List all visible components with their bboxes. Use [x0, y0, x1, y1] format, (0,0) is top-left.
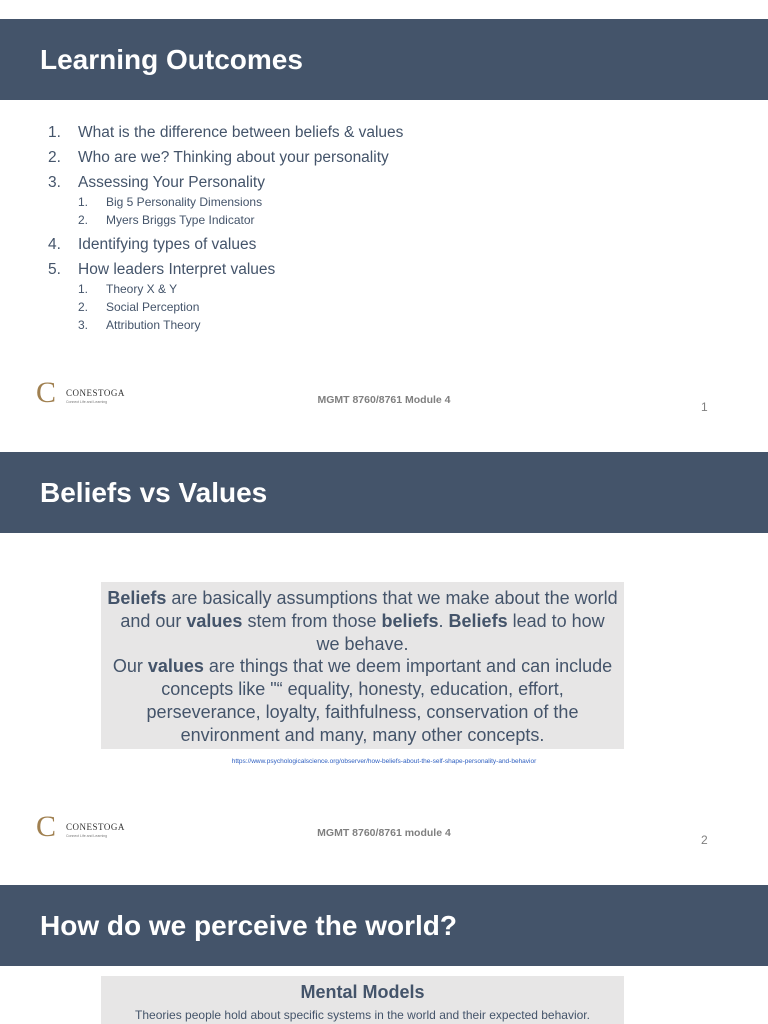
- quote-text: Our: [112, 656, 148, 677]
- quote-bold-term: beliefs: [381, 610, 439, 631]
- quote-text: .: [438, 610, 449, 631]
- slide-title: How do we perceive the world?: [0, 885, 768, 966]
- outcome-number: 4.: [48, 236, 61, 253]
- outcome-subitem-number: 2.: [78, 300, 89, 314]
- outcome-text: How leaders Interpret values: [78, 261, 276, 278]
- outcome-subitem-text: Big 5 Personality Dimensions: [106, 195, 263, 209]
- source-link[interactable]: https://www.psychologicalscience.org/observer/how-beliefs-about-the-self-shape-personality-and-behavior: [231, 758, 537, 765]
- logo-name: CONESTOGA: [66, 388, 125, 398]
- quote-text: stem from those: [242, 610, 382, 631]
- mental-models-title: Mental Models: [300, 982, 425, 1002]
- slide-gap: [0, 866, 768, 885]
- outcome-number: 1.: [48, 124, 61, 141]
- page-number: 1: [701, 400, 708, 414]
- slide-title: Learning Outcomes: [0, 19, 768, 100]
- outcome-subitem-number: 2.: [78, 213, 89, 227]
- quote-text: lead to how we behave.: [316, 610, 605, 654]
- slide-footer: MGMT 8760/8761 Module 4: [317, 394, 451, 406]
- slide-gap: [0, 433, 768, 452]
- outcome-sublist: [78, 280, 403, 334]
- outcome-item: [48, 148, 403, 167]
- outcome-subitem: [78, 316, 403, 334]
- quote-bold-term: Beliefs: [448, 610, 508, 631]
- logo-tagline: Connect Life and Learning: [66, 400, 108, 404]
- outcome-number: 3.: [48, 174, 61, 191]
- slide-gap: [0, 0, 768, 19]
- mental-models-box: [101, 976, 624, 1024]
- outcome-item: [48, 123, 403, 142]
- outcome-subitem-text: Attribution Theory: [106, 318, 201, 332]
- outcome-subitem-text: Social Perception: [106, 300, 200, 314]
- outcome-text: What is the difference between beliefs & values: [78, 124, 404, 141]
- logo-name: CONESTOGA: [66, 822, 125, 832]
- outcome-number: 2.: [48, 149, 61, 166]
- outcome-text: Who are we? Thinking about your personality: [78, 149, 389, 166]
- outcome-text: Identifying types of values: [78, 236, 257, 253]
- quote-bold-term: values: [147, 656, 204, 677]
- page-number: 2: [701, 833, 708, 847]
- slide-1: [0, 19, 768, 452]
- logo-c-mark: C: [36, 810, 57, 843]
- beliefs-values-quote: [101, 582, 624, 749]
- outcome-subitem-number: 3.: [78, 318, 89, 332]
- outcome-number: 5.: [48, 261, 61, 278]
- quote-bold-term: Beliefs: [107, 588, 167, 608]
- quote-text: are things that we deem important and can include concepts like "“ equality, honesty, education, effort, perseverance, loyalty, faithfulness, conservation of the environment and many, many other concepts.: [146, 656, 613, 745]
- outcome-item: [48, 235, 403, 254]
- outcome-subitem: [78, 211, 403, 229]
- outcome-subitem-text: Theory X & Y: [106, 282, 178, 296]
- mental-models-description: Theories people hold about specific systems in the world and their expected behavior.: [135, 1008, 590, 1022]
- slide-2: [0, 452, 768, 885]
- outcome-subitem-number: 1.: [78, 195, 89, 209]
- quote-text: are basically assumptions that we make about the world and our: [120, 588, 618, 631]
- learning-outcomes-list: [48, 123, 403, 340]
- outcome-item: [48, 260, 403, 334]
- quote-bold-term: values: [186, 610, 243, 631]
- slide-title: Beliefs vs Values: [0, 452, 768, 533]
- outcome-sublist: [78, 193, 403, 229]
- outcome-subitem: [78, 280, 403, 298]
- slide-3: [0, 885, 768, 1024]
- slide-footer: MGMT 8760/8761 module 4: [317, 827, 451, 839]
- outcome-subitem-number: 1.: [78, 282, 89, 296]
- logo-tagline: Connect Life and Learning: [66, 834, 108, 838]
- outcome-subitem: [78, 298, 403, 316]
- logo-c-mark: C: [36, 376, 57, 409]
- outcome-subitem-text: Myers Briggs Type Indicator: [106, 213, 255, 227]
- outcome-item: [48, 173, 403, 229]
- outcome-text: Assessing Your Personality: [78, 174, 265, 191]
- outcome-subitem: [78, 193, 403, 211]
